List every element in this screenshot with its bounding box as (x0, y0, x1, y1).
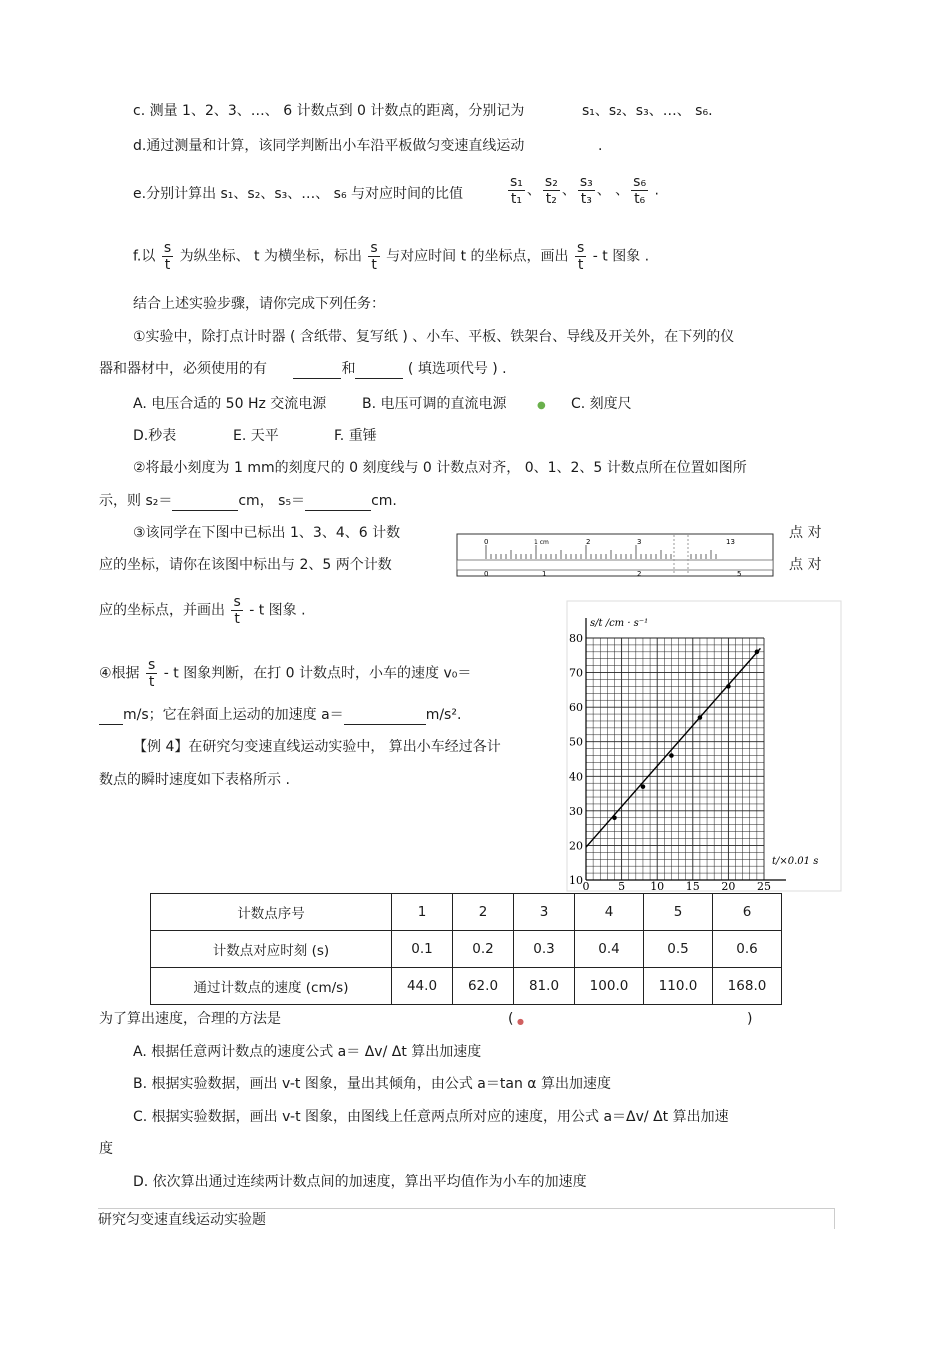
task3-line1b: 点 对 (789, 525, 822, 541)
fraction-s-over-t: $\frac{s}{t}$ (577, 240, 585, 273)
table-cell: 100.0 (575, 968, 644, 1005)
footer-title: 研究匀变速直线运动实验题 (98, 1212, 266, 1228)
paren-open: ( (508, 1011, 514, 1027)
step-e-fractions: $\frac{\text{s₁}}{\text{t₁}}$ 、 $\frac{\text{s₂}}{\text{t₂}}$ 、 $\frac{\text{s₃}}{\text{t₃}}$ 、 、 $\frac{\text{s₆}}{\text{t₆}}$ . (510, 174, 659, 207)
step-f: f.以 $\frac{s}{t}$ 为纵坐标、 t 为横坐标，标出 $\frac{s}{t}$ 与对应时间 t 的坐标点，画出 $\frac{s}{t}$ - t 图象 . (133, 240, 650, 273)
y-tick-label: 70 (569, 666, 583, 680)
table-cell: 3 (514, 894, 575, 931)
task1-line1: ①实验中，除打点计时器 ( 含纸带、复写纸 ) 、小车、平板、铁架台、导线及开关外，在下列的仪 (133, 329, 735, 345)
ruler-figure (456, 528, 776, 578)
y-tick-label: 60 (569, 701, 583, 715)
task3-line1a: ③该同学在下图中已标出 1、3、4、6 计数 (133, 525, 401, 541)
green-dot: ● (537, 400, 546, 411)
table-cell: 4 (575, 894, 644, 931)
y-tick-label: 50 (569, 735, 583, 749)
x-tick-label: 15 (685, 880, 700, 892)
x-axis-label: t/×0.01 s (772, 856, 819, 867)
table-cell: 168.0 (713, 968, 782, 1005)
fraction: $\frac{\text{s₃}}{\text{t₃}}$ (579, 174, 593, 207)
fraction-s-over-t: $\frac{s}{t}$ (370, 240, 378, 273)
s2-blank[interactable] (172, 494, 238, 511)
table-cell: 81.0 (514, 968, 575, 1005)
table-cell: 0.6 (713, 931, 782, 968)
x-tick-label: 25 (757, 880, 771, 892)
choice-c: C. 根据实验数据，画出 v-t 图象，由图线上任意两点所对应的速度，用公式 a＝Δv/ Δt 算出加速 (133, 1109, 729, 1125)
step-d-end: . (598, 138, 603, 154)
table-cell: 6 (713, 894, 782, 931)
table-cell: 0.4 (575, 931, 644, 968)
data-point (698, 715, 703, 720)
question-stem: 为了算出速度，合理的方法是 (99, 1011, 281, 1027)
table-cell: 1 (392, 894, 453, 931)
fraction-s-over-t: $\frac{s}{t}$ (148, 657, 156, 690)
graph-frame (567, 601, 841, 891)
a-blank[interactable] (344, 708, 426, 725)
x-tick-label: 5 (618, 880, 626, 892)
tape-label: 1 (542, 570, 547, 578)
red-dot: ● (517, 1017, 524, 1026)
option-f: F. 重锤 (334, 428, 377, 444)
task2-line1: ②将最小刻度为 1 mm的刻度尺的 0 刻度线与 0 计数点对齐， 0、1、2、5 计数点所在位置如图所 (133, 460, 747, 476)
data-point (641, 784, 646, 789)
data-point (726, 684, 731, 689)
choice-c-cont: 度 (99, 1141, 113, 1157)
y-tick-label: 10 (569, 874, 583, 887)
table-cell: 2 (453, 894, 514, 931)
data-point (669, 753, 674, 758)
choice-a: A. 根据任意两计数点的速度公式 a＝ Δv/ Δt 算出加速度 (133, 1044, 482, 1060)
tape-label: 2 (637, 570, 642, 578)
ruler-label: 1 cm (534, 539, 549, 546)
ruler-label: 2 (586, 538, 591, 546)
option-c: C. 刻度尺 (571, 396, 632, 412)
tape-label: 5 (737, 570, 742, 578)
row-header: 通过计数点的速度 (cm/s) (151, 968, 392, 1005)
table-row (151, 894, 782, 931)
s5-blank[interactable] (305, 494, 371, 511)
step-c-vars: s₁、s₂、s₃、…、 s₆. (582, 103, 713, 119)
answer-blank[interactable] (293, 362, 341, 379)
table-cell: 0.5 (644, 931, 713, 968)
option-e: E. 天平 (233, 428, 279, 444)
choice-b: B. 根据实验数据，画出 v-t 图象，量出其倾角，由公式 a＝tan α 算出加速度 (133, 1076, 611, 1092)
data-point (612, 815, 617, 820)
task4-line2: m/s；它在斜面上运动的加速度 a＝ m/s². (99, 705, 461, 725)
table-cell: 62.0 (453, 968, 514, 1005)
fraction: $\frac{\text{s₁}}{\text{t₁}}$ (510, 174, 523, 207)
table-cell: 0.3 (514, 931, 575, 968)
ruler-label: 3 (637, 538, 642, 546)
task3-line2a: 应的坐标，请你在该图中标出与 2、5 两个计数 (99, 557, 392, 573)
y-tick-label: 20 (569, 839, 583, 853)
x-tick-label: 10 (650, 880, 665, 892)
tape-label: 0 (484, 570, 489, 578)
option-b: B. 电压可调的直流电源 (362, 396, 507, 412)
option-d: D.秒表 (133, 428, 177, 444)
table-cell: 5 (644, 894, 713, 931)
table-cell: 0.1 (392, 931, 453, 968)
task3-line3: 应的坐标点，并画出 $\frac{s}{t}$ - t 图象 . (99, 594, 306, 627)
table-row (151, 968, 782, 1005)
table-cell: 44.0 (392, 968, 453, 1005)
task1-line2: 器和器材中，必须使用的有 和 ( 填选项代号 ) . (99, 361, 507, 377)
task3-line2b: 点 对 (789, 557, 822, 573)
x-tick-label: 20 (721, 880, 736, 892)
v0-blank[interactable] (99, 708, 123, 725)
y-tick-label: 40 (569, 770, 583, 784)
task2-line2: 示，则 s₂＝ cm， s₅＝ cm. (99, 493, 397, 509)
footer-box (98, 1208, 835, 1229)
choice-d: D. 依次算出通过连续两计数点间的加速度，算出平均值作为小车的加速度 (133, 1174, 587, 1190)
table-cell: 0.2 (453, 931, 514, 968)
step-c-text: c. 测量 1、2、3、…、 6 计数点到 0 计数点的距离，分别记为 (133, 103, 525, 119)
y-tick-label: 30 (569, 804, 583, 818)
row-header: 计数点序号 (151, 894, 392, 931)
ruler-label: 0 (484, 538, 489, 546)
fraction: $\frac{\text{s₂}}{\text{t₂}}$ (544, 174, 558, 207)
fraction-s-over-t: $\frac{s}{t}$ (163, 240, 172, 273)
task4-line1: ④根据 $\frac{s}{t}$ - t 图象判断，在打 0 计数点时，小车的速度 v₀＝ (99, 657, 472, 690)
table-cell: 110.0 (644, 968, 713, 1005)
row-header: 计数点对应时刻 (s) (151, 931, 392, 968)
example4-line1: 【例 4】在研究匀变速直线运动实验中， 算出小车经过各计 (133, 739, 501, 755)
y-axis-label: s/t /cm · s⁻¹ (590, 618, 649, 629)
example4-line2: 数点的瞬时速度如下表格所示 . (99, 772, 290, 788)
option-a: A. 电压合适的 50 Hz 交流电源 (133, 396, 327, 412)
paren-close: ) (747, 1011, 753, 1027)
speed-table (150, 893, 782, 1005)
step-c (133, 101, 524, 121)
data-point (755, 650, 760, 655)
step-d: d.通过测量和计算，该同学判断出小车沿平板做匀变速直线运动 (133, 138, 525, 154)
step-e: e.分别计算出 s₁、s₂、s₃、…、 s₆ 与对应时间的比值 (133, 186, 464, 202)
y-tick-label: 80 (569, 632, 583, 645)
st-graph (566, 600, 842, 892)
paper-tape (457, 560, 773, 570)
fraction-s-over-t: $\frac{s}{t}$ (233, 594, 241, 627)
answer-blank[interactable] (355, 362, 403, 379)
table-row (151, 931, 782, 968)
x-tick-label: 0 (582, 880, 590, 892)
intro: 结合上述实验步骤，请你完成下列任务： (133, 296, 385, 312)
ruler-label: 13 (726, 538, 735, 546)
fraction: $\frac{\text{s₆}}{\text{t₆}}$ (633, 174, 647, 207)
